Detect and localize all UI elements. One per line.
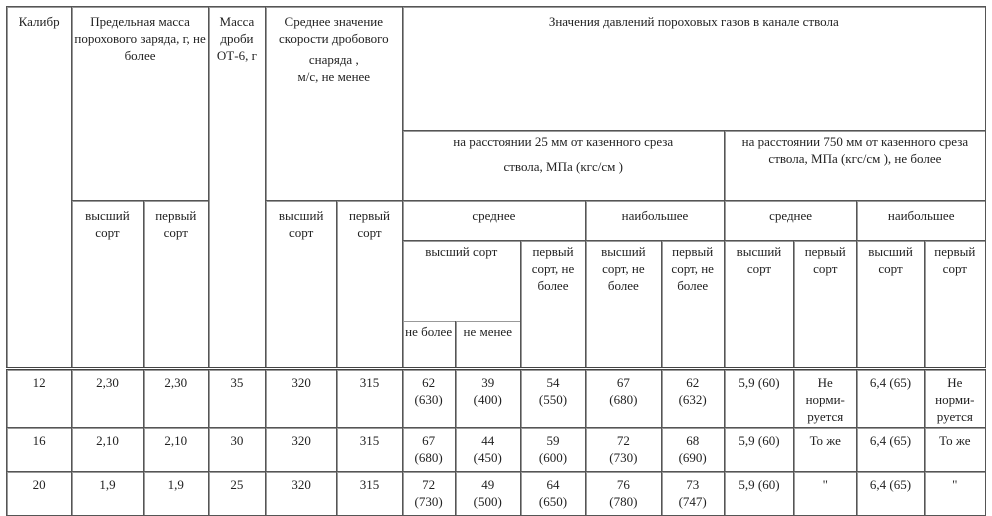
p25-not-more-header: не более bbox=[402, 321, 455, 369]
p750-greatest-first-cell bbox=[924, 369, 985, 428]
speed-first-cell: 315 bbox=[337, 428, 402, 472]
value-kgf: (500) bbox=[473, 494, 502, 509]
speed-top-cell: 320 bbox=[265, 428, 336, 472]
value-kgf: (632) bbox=[678, 392, 707, 407]
value-kgf: (650) bbox=[538, 494, 568, 509]
p25-greatest-first-cell bbox=[661, 369, 724, 428]
avg-speed-line-3: м/с, не менее bbox=[297, 69, 371, 84]
value-mpa: 72 bbox=[422, 477, 436, 492]
value-mpa: 39 bbox=[481, 375, 495, 390]
value-mpa: 76 bbox=[616, 477, 630, 492]
speed-first-cell: 315 bbox=[337, 369, 402, 428]
p750-greatest-top-cell: 6,4 (65) bbox=[857, 369, 924, 428]
value-mpa: 44 bbox=[481, 433, 495, 448]
speed-top-cell: 320 bbox=[265, 472, 336, 516]
p750-avg-first-cell bbox=[794, 369, 857, 428]
p25-first-cell bbox=[520, 472, 585, 516]
p25-greatest-first-grade-header: первый сорт, не более bbox=[661, 241, 724, 369]
caliber-cell: 20 bbox=[7, 472, 72, 516]
shot-mass-cell: 35 bbox=[208, 369, 265, 428]
caliber-cell: 12 bbox=[7, 369, 72, 428]
distance-25mm-line-2: ствола, МПа (кгс/см ) bbox=[503, 159, 623, 174]
value-kgf: (730) bbox=[609, 450, 638, 465]
p750-avg-first-cell: То же bbox=[794, 428, 857, 472]
value-mpa: 68 bbox=[686, 433, 700, 448]
note-line: норми- bbox=[805, 392, 845, 407]
p25-top-min-cell bbox=[455, 472, 520, 516]
distance-750mm-header: на расстоянии 750 мм от казенного среза ствола, МПа (кгс/см ), не более bbox=[724, 131, 985, 201]
note-line: руется bbox=[936, 409, 973, 424]
mass-first-grade-header: первый сорт bbox=[143, 201, 208, 369]
p25-top-min-cell bbox=[455, 369, 520, 428]
value-kgf: (680) bbox=[609, 392, 638, 407]
p25-average-header: среднее bbox=[402, 201, 586, 241]
p25-top-max-cell bbox=[402, 428, 455, 472]
p750-greatest-top-grade-header: высший сорт bbox=[857, 241, 924, 369]
p25-greatest-top-cell bbox=[586, 428, 661, 472]
caliber-cell: 16 bbox=[7, 428, 72, 472]
value-kgf: (730) bbox=[414, 494, 443, 509]
value-mpa: 62 bbox=[422, 375, 436, 390]
mass-top-cell: 2,10 bbox=[72, 428, 143, 472]
p750-greatest-top-cell: 6,4 (65) bbox=[857, 472, 924, 516]
p750-greatest-first-cell: " bbox=[924, 472, 985, 516]
note-line: Не bbox=[817, 375, 833, 390]
value-mpa: 67 bbox=[616, 375, 630, 390]
p750-avg-first-cell: " bbox=[794, 472, 857, 516]
p750-avg-top-grade-header: высший сорт bbox=[724, 241, 793, 369]
p25-first-cell bbox=[520, 369, 585, 428]
value-mpa: 54 bbox=[546, 375, 560, 390]
distance-25mm-line-1: на расстоянии 25 мм от казенного среза bbox=[453, 134, 674, 149]
pressure-values-header: Значения давлений пороховых газов в канале ствола bbox=[402, 7, 985, 131]
p25-avg-top-grade-header: высший сорт bbox=[402, 241, 520, 321]
mass-first-cell: 2,30 bbox=[143, 369, 208, 428]
value-kgf: (400) bbox=[473, 392, 502, 407]
value-mpa: 72 bbox=[616, 433, 630, 448]
p750-greatest-first-grade-header: первый сорт bbox=[924, 241, 985, 369]
speed-top-grade-header: высший сорт bbox=[265, 201, 336, 369]
value-mpa: 64 bbox=[546, 477, 560, 492]
value-mpa: 59 bbox=[546, 433, 560, 448]
p25-greatest-first-cell bbox=[661, 428, 724, 472]
speed-top-cell: 320 bbox=[265, 369, 336, 428]
p750-avg-top-cell: 5,9 (60) bbox=[724, 472, 793, 516]
p25-greatest-top-cell bbox=[586, 369, 661, 428]
p25-not-less-header: не менее bbox=[455, 321, 520, 369]
shot-mass-cell: 30 bbox=[208, 428, 265, 472]
p25-top-max-cell bbox=[402, 369, 455, 428]
shot-mass-cell: 25 bbox=[208, 472, 265, 516]
mass-top-grade-header: высший сорт bbox=[72, 201, 143, 369]
p750-greatest-top-cell: 6,4 (65) bbox=[857, 428, 924, 472]
value-kgf: (450) bbox=[473, 450, 502, 465]
value-kgf: (680) bbox=[414, 450, 443, 465]
table-row bbox=[7, 472, 986, 516]
p25-greatest-first-cell bbox=[661, 472, 724, 516]
speed-first-grade-header: первый сорт bbox=[337, 201, 402, 369]
p25-top-max-cell bbox=[402, 472, 455, 516]
shot-mass-header: Масса дроби ОТ-6, г bbox=[208, 7, 265, 369]
mass-first-cell: 2,10 bbox=[143, 428, 208, 472]
p750-average-header: среднее bbox=[724, 201, 857, 241]
distance-25mm-header bbox=[402, 131, 724, 201]
value-kgf: (630) bbox=[414, 392, 443, 407]
value-kgf: (747) bbox=[678, 494, 707, 509]
table-row bbox=[7, 369, 986, 428]
p25-greatest-top-grade-header: высший сорт, не более bbox=[586, 241, 661, 369]
p25-greatest-top-cell bbox=[586, 472, 661, 516]
p750-avg-top-cell: 5,9 (60) bbox=[724, 369, 793, 428]
value-mpa: 49 bbox=[481, 477, 495, 492]
value-mpa: 73 bbox=[686, 477, 700, 492]
p25-first-cell bbox=[520, 428, 585, 472]
note-line: руется bbox=[807, 409, 844, 424]
p25-top-min-cell bbox=[455, 428, 520, 472]
avg-speed-line-1: Среднее значение скорости дробового bbox=[278, 14, 389, 46]
value-mpa: 67 bbox=[422, 433, 436, 448]
mass-top-cell: 2,30 bbox=[72, 369, 143, 428]
caliber-header: Калибр bbox=[7, 7, 72, 369]
p25-avg-first-grade-header: первый сорт, не более bbox=[520, 241, 585, 369]
p750-greatest-first-cell: То же bbox=[924, 428, 985, 472]
value-mpa: 62 bbox=[686, 375, 700, 390]
mass-top-cell: 1,9 bbox=[72, 472, 143, 516]
cartridge-specs-table bbox=[6, 6, 986, 516]
max-charge-mass-header: Предельная масса порохового заряда, г, не более bbox=[72, 7, 209, 201]
avg-speed-line-2: снаряда , bbox=[308, 52, 359, 67]
p25-greatest-header: наибольшее bbox=[586, 201, 725, 241]
p750-greatest-header: наибольшее bbox=[857, 201, 986, 241]
value-kgf: (600) bbox=[538, 450, 568, 465]
note-line: Не bbox=[947, 375, 963, 390]
note-line: норми- bbox=[935, 392, 975, 407]
table-row bbox=[7, 428, 986, 472]
p750-avg-first-grade-header: первый сорт bbox=[794, 241, 857, 369]
value-kgf: (690) bbox=[678, 450, 707, 465]
speed-first-cell: 315 bbox=[337, 472, 402, 516]
mass-first-cell: 1,9 bbox=[143, 472, 208, 516]
p750-avg-top-cell: 5,9 (60) bbox=[724, 428, 793, 472]
value-kgf: (780) bbox=[609, 494, 638, 509]
value-kgf: (550) bbox=[538, 392, 568, 407]
avg-speed-header bbox=[265, 7, 402, 201]
